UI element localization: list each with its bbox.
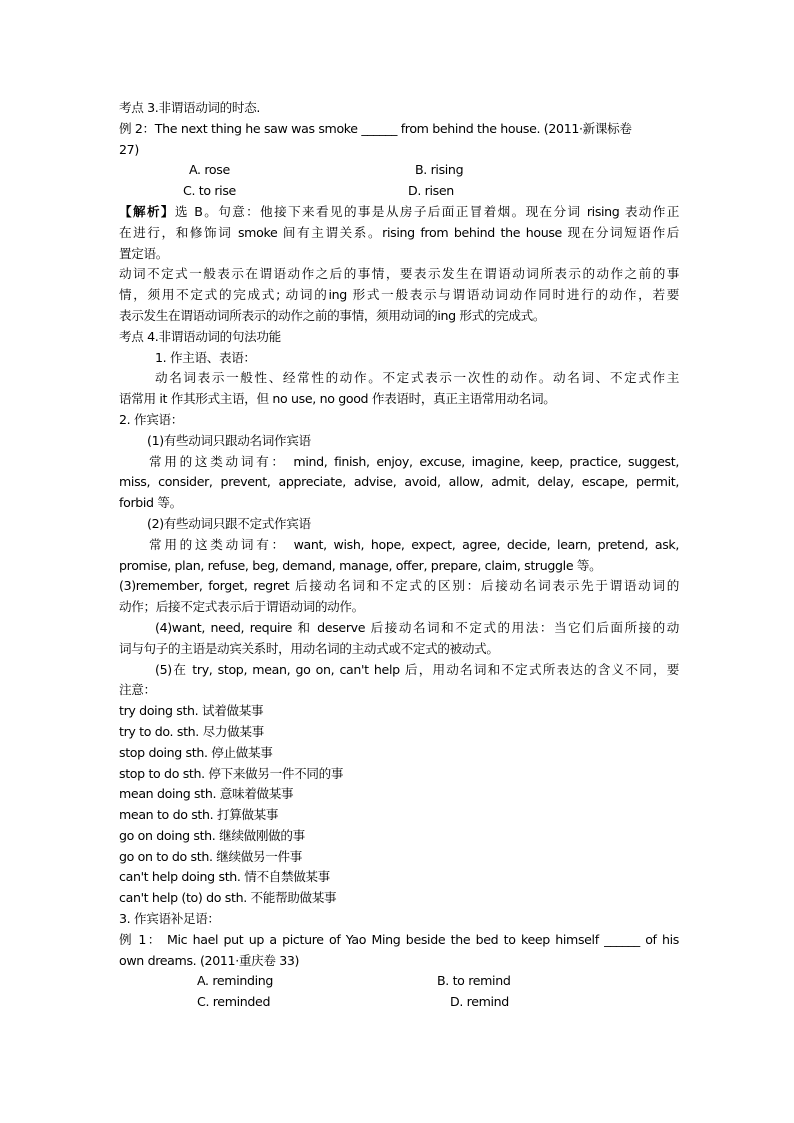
subpoint-3: (3)remember, forget, regret 后接动名词和不定式的区别：后接动名词表示先于谓语动词的 xyxy=(119,578,679,594)
option-a: A. rose xyxy=(189,162,230,178)
phrase-item: can't help (to) do sth. 不能帮助做某事 xyxy=(119,890,337,906)
example-1-question: 例 1： Mic hael put up a picture of Yao Ming beside the bed to keep himself ______ of his xyxy=(119,931,679,947)
option-b: B. to remind xyxy=(437,973,511,989)
subpoint-5: (5)在 try, stop, mean, go on, can't help 后，用动名词和不定式所表达的含义不同，要 xyxy=(155,661,679,677)
option-a: A. reminding xyxy=(197,973,274,989)
example-2-question-cont: 27) xyxy=(119,141,139,157)
subheading-object: 2. 作宾语： xyxy=(119,411,183,427)
analysis-line-3: 置定语。 xyxy=(119,245,168,261)
phrase-item: try doing sth. 试着做某事 xyxy=(119,703,264,719)
analysis-line-1 xyxy=(119,202,679,223)
phrase-item: go on doing sth. 继续做刚做的事 xyxy=(119,827,305,843)
options-row-4 xyxy=(119,992,679,1013)
analysis-text: 选 B。句意：他接下来看见的事是从房子后面正冒着烟。现在分词 rising 表动作正 xyxy=(174,203,679,219)
options-row-3 xyxy=(119,971,679,992)
phrase-item: can't help doing sth. 情不自禁做某事 xyxy=(119,869,330,885)
subheading-complement: 3. 作宾语补足语： xyxy=(119,911,220,927)
phrase-item: go on to do sth. 继续做另一件事 xyxy=(119,848,302,864)
paragraph-line: 常用的这类动词有： want, wish, hope, expect, agree, decide, learn, pretend, ask, xyxy=(149,536,679,552)
subpoint-2: (2)有些动词只跟不定式作宾语 xyxy=(147,515,311,531)
section-heading-3: 考点 3.非谓语动词的时态. xyxy=(119,100,261,115)
subpoint-1: (1)有些动词只跟动名词作宾语 xyxy=(147,432,311,448)
analysis-line-2: 在进行，和修饰词 smoke 间有主谓关系。rising from behind the house 现在分词短语作后 xyxy=(119,224,679,240)
paragraph-line: promise, plan, refuse, beg, demand, manage, offer, prepare, claim, struggle 等。 xyxy=(119,557,602,573)
example-2-question: 例 2：The next thing he saw was smoke ______ from behind the house. (2011·新课标卷 xyxy=(119,120,632,136)
paragraph-line: 语常用 it 作其形式主语，但 no use, no good 作表语时，真正主语常用动名词。 xyxy=(119,391,556,407)
options-row-1 xyxy=(119,160,679,181)
subheading-subject: 1. 作主语、表语： xyxy=(155,349,256,365)
option-c: C. to rise xyxy=(183,183,236,199)
paragraph-line: 词与句子的主语是动宾关系时，用动名词的主动式或不定式的被动式。 xyxy=(119,640,499,656)
paragraph-line: 动名词表示一般性、经常性的动作。不定式表示一次性的动作。动名词、不定式作主 xyxy=(155,370,679,386)
analysis-label: 【解析】 xyxy=(119,203,175,219)
example-1-question-cont: own dreams. (2011·重庆卷 33) xyxy=(119,952,300,968)
phrase-item: mean doing sth. 意味着做某事 xyxy=(119,786,294,802)
option-b: B. rising xyxy=(415,162,464,178)
options-row-2 xyxy=(119,181,679,202)
phrase-item: stop to do sth. 停下来做另一件不同的事 xyxy=(119,765,344,781)
paragraph-line: 常用的这类动词有： mind, finish, enjoy, excuse, imagine, keep, practice, suggest, xyxy=(149,453,679,469)
option-c: C. reminded xyxy=(197,994,271,1010)
paragraph-line: 情，须用不定式的完成式; 动词的ing 形式一般表示与谓语动词动作同时进行的动作，若要 xyxy=(119,287,679,303)
document-page xyxy=(119,98,679,1013)
paragraph-line: 表示发生在谓语动词所表示的动作之前的事情，须用动词的ing 形式的完成式。 xyxy=(119,307,546,323)
paragraph-line: miss, consider, prevent, appreciate, advise, avoid, allow, admit, delay, escape, permit, xyxy=(119,474,679,490)
phrase-item: mean to do sth. 打算做某事 xyxy=(119,807,279,823)
option-d: D. remind xyxy=(450,994,509,1010)
option-d: D. risen xyxy=(408,183,454,199)
paragraph-line: 注意： xyxy=(119,682,156,698)
paragraph-line: forbid 等。 xyxy=(119,495,182,511)
paragraph-line: 动作；后接不定式表示后于谓语动词的动作。 xyxy=(119,599,364,615)
subpoint-4: (4)want, need, require 和 deserve 后接动名词和不定式的用法：当它们后面所接的动 xyxy=(155,619,679,635)
paragraph-line: 动词不定式一般表示在谓语动作之后的事情，要表示发生在谓语动词所表示的动作之前的事 xyxy=(119,266,679,282)
phrase-item: try to do. sth. 尽力做某事 xyxy=(119,723,264,739)
phrase-item: stop doing sth. 停止做某事 xyxy=(119,744,273,760)
section-heading-4: 考点 4.非谓语动词的句法功能 xyxy=(119,328,281,344)
